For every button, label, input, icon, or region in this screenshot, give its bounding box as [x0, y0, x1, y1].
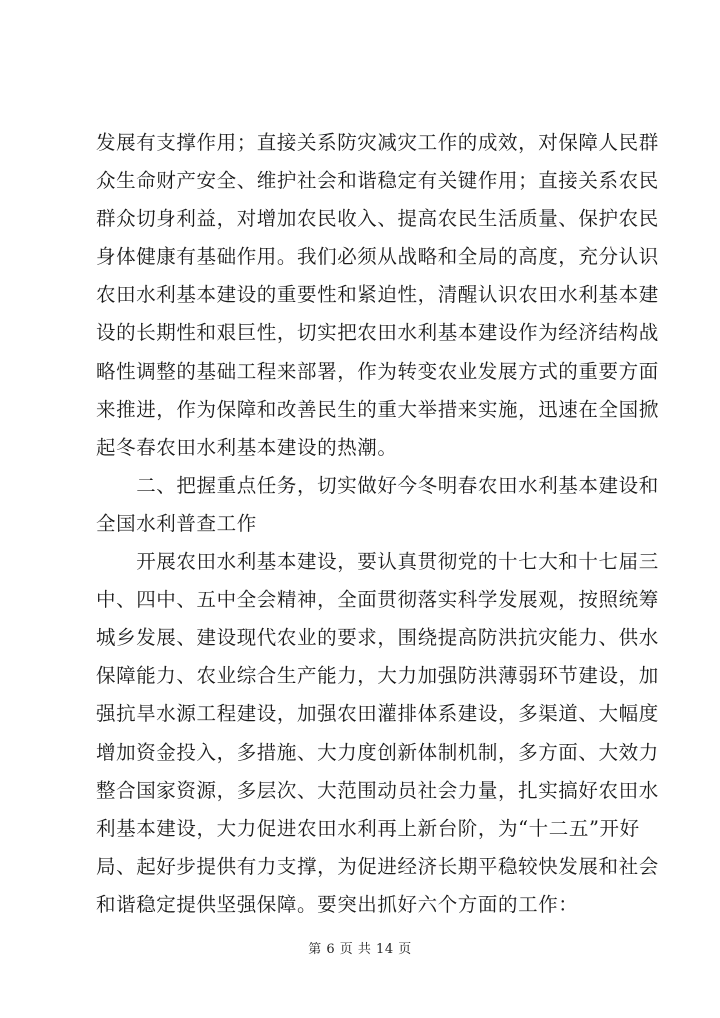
text-line: 起冬春农田水利基本建设的热潮。 — [96, 435, 398, 459]
text-line: 众生命财产安全、维护社会和谐稳定有关键作用；直接关系农民 — [96, 169, 659, 193]
text-line: 和谐稳定提供坚强保障。要突出抓好六个方面的工作： — [96, 892, 579, 916]
text-line: 略性调整的基础工程来部署，作为转变农业发展方式的重要方面 — [96, 359, 659, 383]
text-line: 利基本建设，大力促进农田水利再上新台阶，为“十二五”开好 — [96, 816, 640, 840]
text-line: 城乡发展、建设现代农业的要求，围绕提高防洪抗灾能力、供水 — [96, 626, 659, 650]
text-line: 强抗旱水源工程建设，加强农田灌排体系建设，多渠道、大幅度 — [96, 702, 659, 726]
text-line: 群众切身利益，对增加农民收入、提高农民生活质量、保护农民 — [96, 207, 659, 231]
text-line: 增加资金投入，多措施、大力度创新体制机制，多方面、大效力 — [96, 740, 659, 764]
text-line: 来推进，作为保障和改善民生的重大举措来实施，迅速在全国掀 — [96, 397, 659, 421]
text-line: 身体健康有基础作用。我们必须从战略和全局的高度，充分认识 — [96, 245, 659, 269]
text-line: 全国水利普查工作 — [96, 511, 257, 535]
text-line: 保障能力、农业综合生产能力，大力加强防洪薄弱环节建设，加 — [96, 664, 659, 688]
text-line: 二、把握重点任务，切实做好今冬明春农田水利基本建设和 — [96, 473, 659, 497]
text-line: 设的长期性和艰巨性，切实把农田水利基本建设作为经济结构战 — [96, 321, 659, 345]
text-line: 发展有支撑作用；直接关系防灾减灾工作的成效，对保障人民群 — [96, 131, 659, 154]
text-line: 中、四中、五中全会精神，全面贯彻落实科学发展观，按照统筹 — [96, 588, 659, 612]
text-line: 开展农田水利基本建设，要认真贯彻党的十七大和十七届三 — [96, 550, 659, 574]
text-line: 局、起好步提供有力支撑，为促进经济长期平稳较快发展和社会 — [96, 854, 659, 878]
text-line: 整合国家资源，多层次、大范围动员社会力量，扎实搞好农田水 — [96, 778, 659, 802]
page-footer: 第 6 页 共 14 页 — [308, 942, 412, 957]
text-line: 农田水利基本建设的重要性和紧迫性，清醒认识农田水利基本建 — [96, 283, 659, 307]
body-text — [96, 124, 659, 924]
